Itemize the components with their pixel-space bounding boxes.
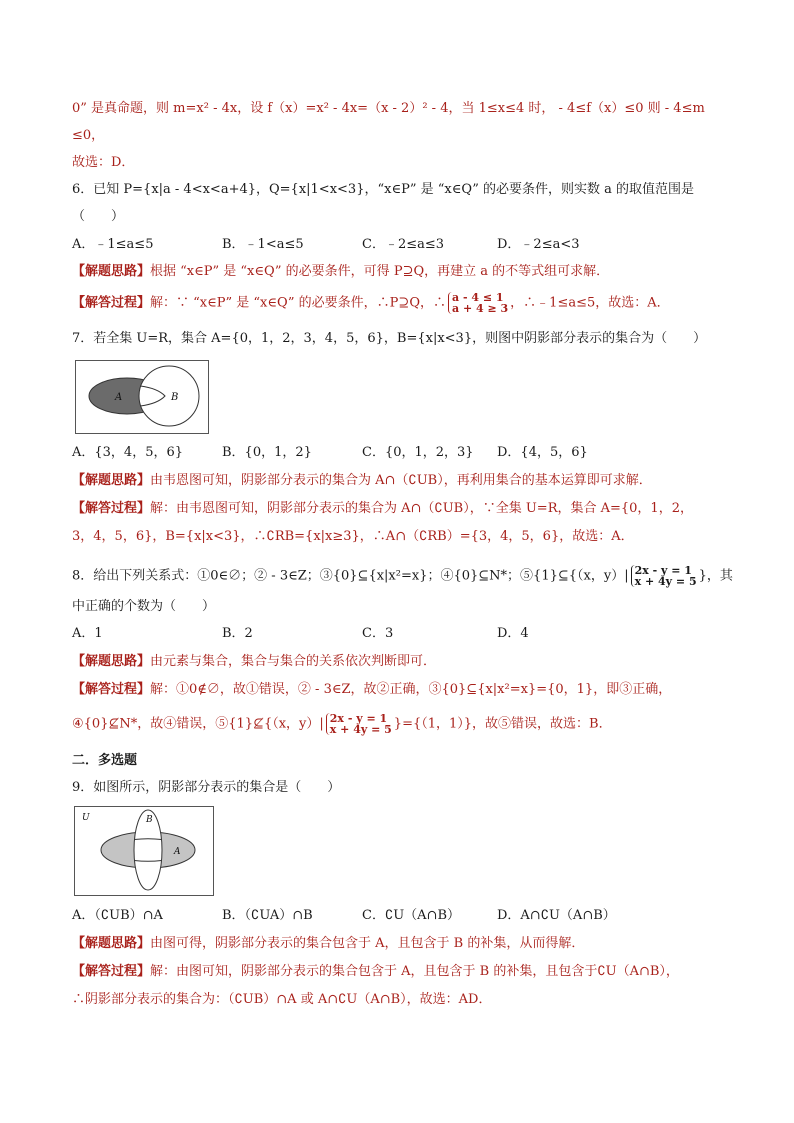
q9-idea-text: 由图可得，阴影部分表示的集合包含于 A，且包含于 B 的补集，从而得解．	[150, 936, 585, 951]
q6-proc-text-a: 解：∵ “x∈P” 是 “x∈Q” 的必要条件，∴P⊇Q，∴	[150, 295, 446, 311]
q5-text-line1: 0” 是真命题，则 m=x² - 4x，设 f（x）=x² - 4x=（x - 2）² - 4，当 1≤x≤4 时， - 4≤f（x）≤0 则 - 4≤m	[72, 101, 705, 116]
q6-option-a: A．﹣1≤a≤5	[72, 237, 154, 252]
q7-label-a: A	[115, 392, 123, 403]
q7-options	[72, 444, 722, 462]
q9-proc-tag: 【解答过程】	[72, 964, 151, 979]
q7-option-a: A．{3，4，5，6}	[72, 445, 184, 460]
q7-idea-text: 由韦恩图可知，阴影部分表示的集合为 A∩（∁UB），再利用集合的基本运算即可求解．	[150, 473, 652, 488]
q6-option-d: D．﹣2≤a<3	[497, 237, 580, 252]
q9-process-line2: ∴阴影部分表示的集合为：（∁UB）∩A 或 A∩∁U（A∩B），故选：AD．	[72, 992, 492, 1007]
q8-proc-equation-system	[326, 713, 392, 735]
q6-proc-tag: 【解答过程】	[72, 295, 151, 311]
q8-option-a: A．1	[72, 626, 103, 641]
q7-proc-tag: 【解答过程】	[72, 501, 151, 516]
q6-idea	[72, 263, 609, 281]
q6-idea-text: 根据 “x∈P” 是 “x∈Q” 的必要条件，可得 P⊇Q，再建立 a 的不等式组可求解．	[150, 264, 610, 279]
q9-option-b: B．（∁UA）∩B	[222, 908, 313, 923]
q8-option-c: C．3	[362, 626, 394, 641]
q6-inequality-system	[448, 292, 508, 314]
q6-option-c: C．﹣2≤a≤3	[362, 237, 445, 252]
q8-stem-line2: 中正确的个数为（ ）	[72, 599, 216, 614]
q8-option-d: D．4	[497, 626, 529, 641]
q8-proc-text2a: ④{0}⊈N*，故④错误，⑤{1}⊈{（x，y）|	[72, 716, 324, 732]
q6-option-b: B．﹣1<a≤5	[222, 237, 304, 252]
q5-answer: 故选：D．	[72, 155, 135, 170]
q8-stem-a: 8．给出下列关系式：①0∈∅；② - 3∈Z；③{0}⊆{x|x²=x}；④{0}⊆N*；⑤{1}⊆{（x，y）|	[72, 568, 629, 584]
q8-proc-sys-row1: 2x - y = 1	[329, 712, 388, 725]
q9-label-b: B	[146, 815, 153, 825]
q7-option-b: B．{0，1，2}	[222, 445, 312, 460]
q8-option-b: B．2	[222, 626, 253, 641]
q9-idea	[72, 935, 584, 953]
q7-idea-tag: 【解题思路】	[72, 473, 151, 488]
q8-sys-row1: 2x - y = 1	[634, 564, 692, 577]
q9-options	[72, 907, 722, 925]
q9-process-line1	[72, 963, 679, 981]
q8-process-line1	[72, 681, 671, 699]
q9-label-u: U	[82, 813, 90, 823]
q7-stem: 7．若全集 U=R，集合 A={0，1，2，3，4，5，6}，B={x|x<3}，则图中阴影部分表示的集合为（ ）	[72, 331, 707, 346]
q6-process	[72, 292, 670, 314]
q6-idea-tag: 【解题思路】	[72, 264, 151, 279]
q9-option-a: A．（∁UB）∩A	[72, 908, 163, 923]
section-multiple-choice-heading: 二．多选题	[72, 753, 138, 768]
q8-process-line2	[72, 713, 612, 735]
q8-options	[72, 625, 722, 643]
q9-idea-tag: 【解题思路】	[72, 936, 151, 951]
q9-venn-diagram	[74, 806, 214, 896]
q8-proc-tag: 【解答过程】	[72, 682, 151, 697]
q7-set-b-circle	[139, 366, 199, 426]
q8-stem-line1	[72, 565, 733, 587]
q8-sys-row2: x + 4y = 5	[634, 575, 697, 588]
q8-stem-b: }，其	[698, 568, 733, 584]
q6-stem-line1: 6．已知 P={x|a - 4<x<a+4}，Q={x|1<x<3}，“x∈P” 是 “x∈Q” 的必要条件，则实数 a 的取值范围是	[72, 182, 695, 197]
q9-label-a: A	[174, 847, 181, 857]
q8-idea	[72, 653, 436, 671]
q8-idea-text: 由元素与集合，集合与集合的关系依次判断即可．	[150, 654, 437, 669]
q8-proc-text1: 解：①0∉∅，故①错误，② - 3∈Z，故②正确，③{0}⊆{x|x²=x}={0，1}，即③正确，	[150, 682, 672, 697]
q7-option-d: D．{4，5，6}	[497, 445, 588, 460]
q9-option-d: D．A∩∁U（A∩B）	[497, 908, 616, 923]
q9-option-c: C．∁U（A∩B）	[362, 908, 461, 923]
q8-idea-tag: 【解题思路】	[72, 654, 151, 669]
q8-proc-text2b: }={（1，1）}，故⑤错误，故选：B．	[393, 716, 612, 732]
q7-venn-diagram	[75, 360, 209, 434]
q6-sys-row2: a + 4 ≥ 3	[451, 302, 509, 315]
q6-sys-row1: a - 4 ≤ 1	[451, 291, 504, 304]
q9-proc-text1: 解：由图可知，阴影部分表示的集合包含于 A，且包含于 B 的补集，且包含于∁U（A∩B），	[150, 964, 679, 979]
q7-process-line1	[72, 500, 693, 518]
q6-stem-line2: （ ）	[72, 209, 125, 224]
q8-equation-system	[631, 565, 697, 587]
q9-stem: 9．如图所示，阴影部分表示的集合是（ ）	[72, 780, 341, 795]
q7-label-b: B	[171, 392, 179, 403]
q8-proc-sys-row2: x + 4y = 5	[329, 723, 392, 736]
q7-process-line2: 3，4，5，6}，B={x|x<3}，∴∁RB={x|x≥3}，∴A∩（∁RB）={3，4，5，6}，故选：A．	[72, 529, 634, 544]
q7-option-c: C．{0，1，2，3}	[362, 445, 474, 460]
q5-text-line2: ≤0，	[72, 128, 105, 143]
q6-options	[72, 236, 722, 254]
q6-proc-text-b: ，∴﹣1≤a≤5，故选：A．	[510, 295, 670, 311]
q7-proc-text1: 解：由韦恩图可知，阴影部分表示的集合为 A∩（∁UB），∵全集 U=R，集合 A={0，1，2，	[150, 501, 693, 516]
q7-idea	[72, 472, 652, 490]
